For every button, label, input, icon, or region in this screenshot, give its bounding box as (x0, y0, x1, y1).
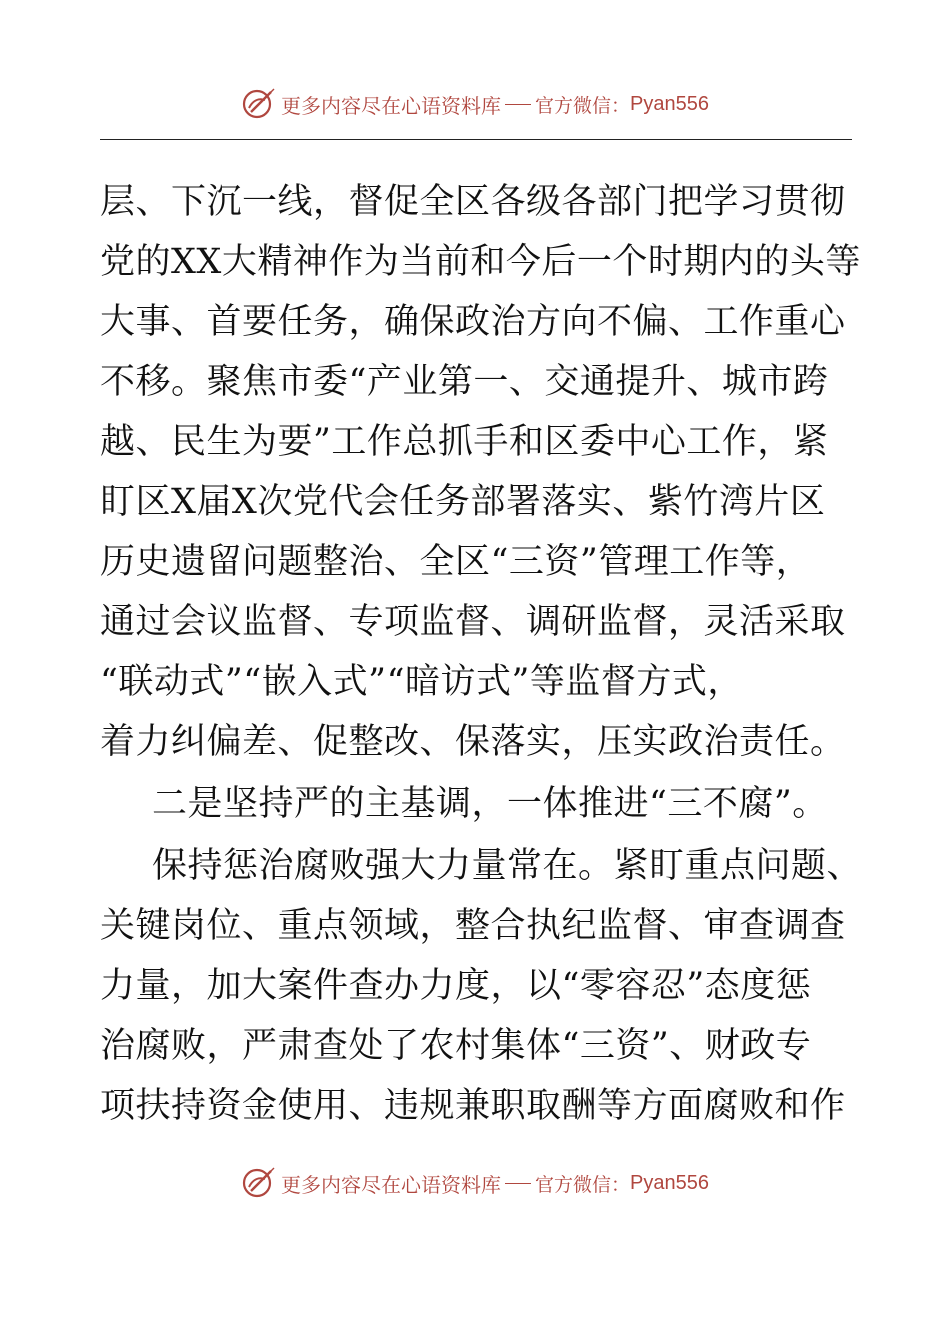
text-line: 治腐败，严肃查处了农村集体“三资”、财政专 (100, 1026, 812, 1066)
section-heading: 二是坚持严的主基调，一体推进“三不腐”。 (152, 784, 828, 824)
text-line: 关键岗位、重点领域，整合执纪监督、审查调查 (100, 906, 846, 946)
pen-logo-icon (241, 86, 277, 122)
text-line: 着力纠偏差、促整改、保落实，压实政治责任。 (100, 722, 846, 762)
watermark-wechat-id: Pyan556 (630, 92, 709, 115)
header-divider (100, 139, 852, 140)
watermark-text: 更多内容尽在心语资料库 (281, 93, 501, 118)
text-line: 盯区X届X次党代会任务部署落实、紫竹湾片区 (100, 482, 826, 522)
watermark-wechat-id: Pyan556 (630, 1171, 709, 1194)
watermark-dash (505, 1183, 531, 1184)
watermark-dash (505, 104, 531, 105)
watermark-wechat-label: 官方微信： (535, 1173, 631, 1196)
text-line: 历史遗留问题整治、全区“三资”管理工作等， (100, 542, 812, 582)
watermark-wechat-label: 官方微信： (535, 94, 631, 117)
text-line: 力量，加大案件查办力度，以“零容忍”态度惩 (100, 966, 812, 1006)
text-line: 通过会议监督、专项监督、调研监督，灵活采取 (100, 602, 846, 642)
text-line: 项扶持资金使用、违规兼职取酬等方面腐败和作 (100, 1086, 846, 1126)
text-line: 不移。聚焦市委“产业第一、交通提升、城市跨 (100, 362, 829, 402)
text-line: 大事、首要任务，确保政治方向不偏、工作重心 (100, 302, 846, 342)
text-line: 层、下沉一线，督促全区各级各部门把学习贯彻 (100, 182, 846, 222)
text-line: 越、民生为要”工作总抓手和区委中心工作，紧 (100, 422, 829, 462)
header-watermark (0, 84, 950, 124)
pen-logo-icon (241, 1165, 277, 1201)
watermark-text: 更多内容尽在心语资料库 (281, 1172, 501, 1197)
text-line: “联动式”“嵌入式”“暗访式”等监督方式， (100, 662, 743, 702)
text-line: 党的XX大精神作为当前和今后一个时期内的头等 (100, 242, 861, 282)
text-line: 保持惩治腐败强大力量常在。紧盯重点问题、 (152, 846, 863, 886)
footer-watermark (0, 1163, 950, 1203)
